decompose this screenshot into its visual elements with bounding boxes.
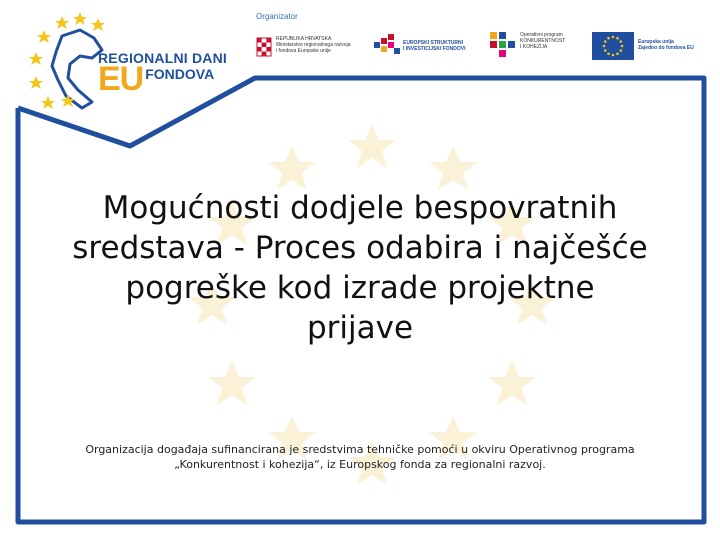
- op-program-line: Operativni program: [520, 32, 563, 38]
- eu-flag-line: Zajedno do fondova EU: [638, 45, 694, 51]
- title-line: prijave: [306, 310, 414, 346]
- brand-title: REGIONALNI DANI: [98, 50, 227, 66]
- slide-title: [40, 188, 680, 348]
- esi-funds-mosaic-icon: [374, 34, 400, 58]
- op-program-mosaic-icon: [490, 32, 516, 58]
- ministry-line: Ministarstvo regionalnoga razvoja: [276, 42, 351, 48]
- eu-flag-logo: [592, 32, 694, 60]
- op-program-line: KONKURENTNOST: [520, 38, 566, 44]
- footnote-line: „Konkurentnost i kohezija“, iz Europskog fonda za regionalni razvoj.: [174, 458, 546, 471]
- organizer-label: Organizator: [256, 12, 298, 21]
- brand-wordmark: [98, 50, 238, 98]
- title-line: pogreške kod izrade projektne: [125, 270, 595, 306]
- eu-flag-icon: [592, 32, 634, 60]
- eu-flag-line: Europska unija: [638, 39, 674, 45]
- croatian-coat-of-arms-icon: [256, 36, 272, 58]
- op-program-line: I KOHEZIJA: [520, 44, 548, 50]
- esi-funds-line: I INVESTICIJSKI FONDOVI: [403, 46, 466, 52]
- esi-funds-logo: [374, 34, 466, 58]
- brand-eu: EU: [98, 60, 144, 98]
- footnote-line: Organizacija događaja sufinancirana je sredstvima tehničke pomoći u okviru Operativnog programa: [85, 443, 635, 456]
- funding-footnote: [60, 442, 660, 472]
- esi-funds-line: EUROPSKI STRUKTURNI: [403, 40, 464, 46]
- ministry-line: i fondova Europske unije: [276, 48, 331, 54]
- brand-fondova: FONDOVA: [145, 66, 215, 82]
- ministry-logo: [256, 36, 350, 58]
- ministry-line: REPUBLIKA HRVATSKA: [276, 36, 332, 42]
- title-line: sredstava - Proces odabira i najčešće: [72, 230, 648, 266]
- title-line: Mogućnosti dodjele bespovratnih: [102, 190, 618, 226]
- op-program-logo: [490, 32, 565, 58]
